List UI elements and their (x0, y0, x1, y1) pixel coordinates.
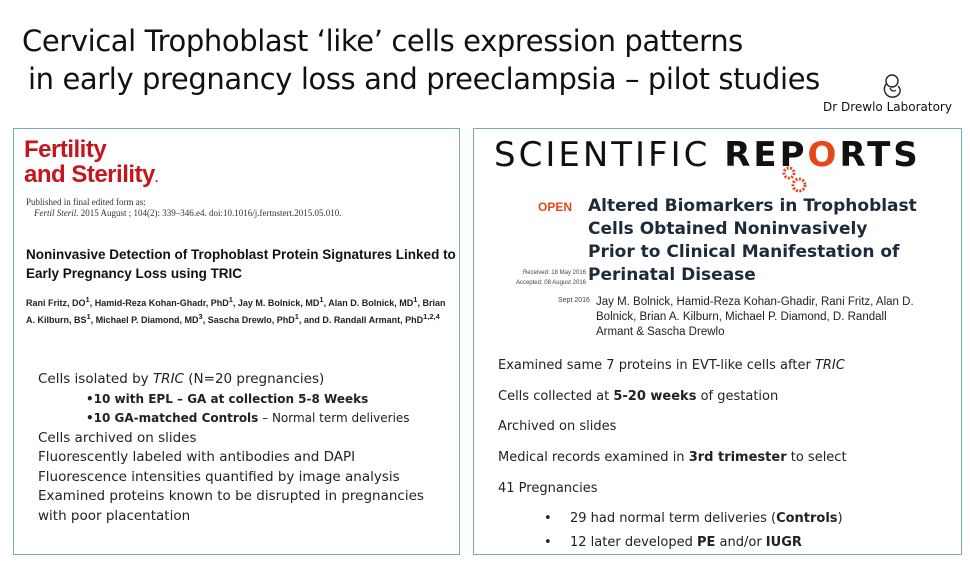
list-item: Examined proteins known to be disrupted in pregnancies (38, 488, 424, 504)
bullet-icon: • (544, 511, 552, 527)
gears-icon (779, 165, 815, 195)
title-line-2: in early pregnancy loss and preeclampsia – pilot studies (28, 62, 820, 96)
author-affiliation: 1 (413, 295, 418, 304)
text-italic: TRIC (152, 371, 184, 387)
text: Cells collected at (498, 388, 614, 404)
list-item: Fluorescently labeled with antibodies and DAPI (38, 449, 356, 465)
author-affiliation: 3 (198, 312, 203, 321)
author-name: , Sascha Drewlo, PhD (202, 315, 295, 325)
list-subitem (38, 390, 424, 410)
author-affiliation: 1 (85, 295, 90, 304)
author-name: , Michael P. Diamond, MD (90, 315, 199, 325)
text: 12 later developed (570, 535, 697, 551)
logo-text-bold: REP (724, 135, 808, 175)
author-name: , and D. Randall Armant, PhD (298, 315, 424, 325)
paper-title: Noninvasive Detection of Trophoblast Protein Signatures Linked to Early Pregnancy Loss using TRIC (26, 247, 456, 281)
author-name: , Hamid-Reza Kohan-Ghadr, PhD (89, 298, 229, 308)
lab-name: Dr Drewlo Laboratory (823, 100, 952, 114)
publication-info (26, 197, 341, 219)
publication-journal: Fertil Steril. (34, 208, 79, 218)
author-affiliation: 1,2,4 (423, 312, 440, 321)
publication-line-1: Published in final edited form as: (26, 197, 146, 207)
text: Cells isolated by (38, 371, 153, 387)
text-bold: Controls (776, 511, 838, 527)
list-subitem (498, 511, 847, 535)
text-bold: IUGR (765, 535, 802, 551)
right-summary-list (498, 358, 847, 559)
text-bold: PE (696, 535, 716, 551)
list-item: Fluorescence intensities quantified by image analysis (38, 468, 400, 485)
list-item: Cells archived on slides (38, 429, 197, 446)
gear-letter: O (807, 135, 840, 175)
paper-title: Altered Biomarkers in Trophoblast Cells Obtained Noninvasively Prior to Clinical Manifestation of Perinatal Disease (588, 196, 917, 285)
journal-logo-line-2: and Sterility (24, 161, 155, 188)
list-item (498, 358, 847, 389)
author-name: , Brian A. Kilburn, BS (26, 298, 446, 325)
text: Medical records examined in (498, 450, 689, 466)
text: to select (786, 450, 847, 466)
author-affiliation: 1 (86, 312, 91, 321)
author-name: , Jay M. Bolnick, MD (232, 298, 320, 308)
list-item: with poor placentation (38, 507, 191, 524)
title-line-1: Cervical Trophoblast ‘like’ cells expression patterns (22, 24, 743, 58)
text-bold: •10 with EPL – GA at collection 5-8 Weeks (86, 391, 369, 406)
list-item (498, 389, 847, 420)
slide-title (22, 22, 820, 98)
author-name: , Alan D. Bolnick, MD (323, 298, 414, 308)
text-bold: •10 GA-matched Controls (86, 411, 259, 425)
text-bold: 3rd trimester (688, 450, 787, 466)
text: (N=20 pregnancies) (183, 371, 325, 387)
bullet-icon: • (544, 535, 552, 551)
text: of gestation (696, 388, 779, 404)
published-date: Sept 2016 (558, 297, 590, 304)
received-date: Received: 18 May 2016 (522, 270, 586, 276)
publication-details: 2015 August ; 104(2): 339–346.e4. doi:10.1016/j.fertnstert.2015.05.010. (78, 208, 342, 218)
list-subitem (38, 409, 424, 429)
text: and/or (715, 535, 766, 551)
author-affiliation: 1 (294, 312, 299, 321)
list-item: Archived on slides (498, 419, 617, 435)
author-list (26, 293, 456, 327)
list-item (498, 450, 847, 481)
accepted-date: Accepted: 08 August 2016 (515, 280, 586, 286)
received-accepted-dates (508, 268, 586, 288)
fetus-icon (876, 72, 908, 100)
journal-logo-fertility-sterility (24, 137, 158, 191)
journal-logo-mark: . (154, 171, 158, 185)
text: ) (837, 511, 843, 527)
fertility-sterility-panel (13, 128, 460, 555)
text: – Normal term deliveries (258, 411, 410, 425)
journal-logo-line-1: Fertility (24, 136, 107, 163)
author-name: Rani Fritz, DO (26, 298, 86, 308)
logo-text: SCIENTIFIC (494, 135, 725, 175)
list-item (38, 370, 424, 390)
left-summary-list (38, 370, 424, 526)
list-subitem (498, 535, 847, 559)
journal-logo-scientific-reports (494, 135, 921, 175)
text-italic: TRIC (814, 358, 845, 373)
author-list: Jay M. Bolnick, Hamid-Reza Kohan-Ghadir, Rani Fritz, Alan D. Bolnick, Brian A. Kilburn, Michael P. Diamond, D. Randall Armant & Sascha Drewlo (596, 296, 914, 338)
author-affiliation: 1 (228, 295, 233, 304)
text: 29 had normal term deliveries ( (570, 511, 777, 527)
scientific-reports-panel (473, 128, 962, 555)
logo-text-bold: RTS (839, 135, 921, 175)
author-affiliation: 1 (319, 295, 324, 304)
open-access-label: OPEN (538, 200, 573, 214)
list-item: 41 Pregnancies (498, 480, 598, 496)
text: Examined same 7 proteins in EVT-like cells after (498, 358, 815, 373)
text-bold: 5-20 weeks (613, 388, 697, 404)
